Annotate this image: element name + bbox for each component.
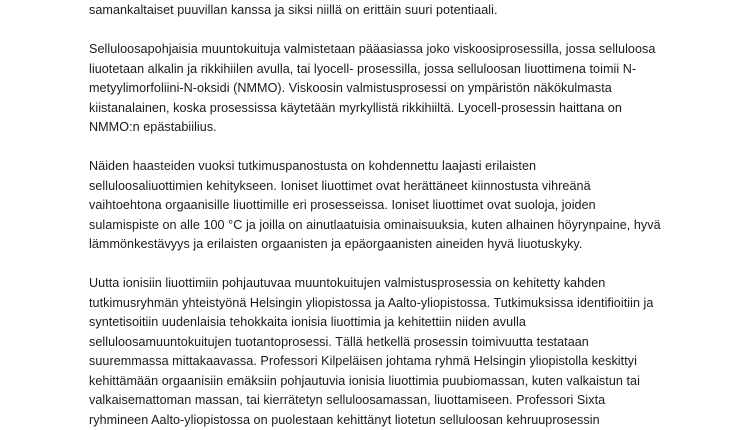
paragraph-cotton-potential — [89, 1, 729, 21]
text-line: Uutta ionisiin liuottimiin pohjautuvaa muuntokuitujen valmistusprosessia on kehitetty kahden — [89, 274, 729, 294]
text-line: metyylimorfoliini-N-oksidi (NMMO). Viskoosin valmistusprosessi on ympäristön näkökulmasta — [89, 79, 729, 99]
text-line: kehittämään orgaanisiin emäksiin pohjautuvia ionisia liuottimia puubiomassan, kuten valkaistun tai — [89, 372, 729, 392]
text-line: NMMO:n epästabiilius. — [89, 118, 729, 138]
paragraph-manufacturing-processes — [89, 40, 729, 138]
paragraph-ionic-liquids — [89, 157, 729, 255]
text-line: Näiden haasteiden vuoksi tutkimuspanostusta on kohdennettu laajasti erilaisten — [89, 157, 729, 177]
text-line: selluloosaliuottimien kehitykseen. Ioniset liuottimet ovat herättäneet kiinnostusta vihreänä — [89, 177, 729, 197]
text-line: syntetisoitiin uudenlaisia tehokkaita ionisia liuottimia ja kehitettiin niiden avulla — [89, 313, 729, 333]
paragraph-research-collaboration — [89, 274, 729, 430]
text-line: suuremmassa mittakaavassa. Professori Kilpeläisen johtama ryhmä Helsingin yliopistolla keskittyi — [89, 352, 729, 372]
text-line: Selluloosapohjaisia muuntokuituja valmistetaan pääasiassa joko viskoosiprosessilla, jossa selluloosa — [89, 40, 729, 60]
text-line: liuotetaan alkalin ja rikkihiilen avulla, tai lyocell- prosessilla, jossa selluloosan liuottimena toimii N- — [89, 60, 729, 80]
text-line: selluloosamuuntokuitujen tuotantoprosessi. Tällä hetkellä prosessin toimivuutta testataan — [89, 333, 729, 353]
text-line: lämmönkestävyys ja erilaisten orgaanisten ja epäorgaanisten aineiden hyvä liuotuskyky. — [89, 235, 729, 255]
text-line: ryhmineen Aalto-yliopistossa on puolestaan kehittänyt liotetun selluloosan kehruuprosessin — [89, 411, 729, 430]
text-line: samankaltaiset puuvillan kanssa ja siksi niillä on erittäin suuri potentiaali. — [89, 1, 729, 21]
text-line: sulamispiste on alle 100 °C ja joilla on ainutlaatuisia ominaisuuksia, kuten alhainen höyrynpaine, hyvä — [89, 216, 729, 236]
text-line: valkaisemattoman massan, tai kierrätetyn selluloosamassan, liuottamiseen. Professori Sixta — [89, 391, 729, 411]
text-line: kiistanalainen, koska prosessissa käytetään myrkyllistä rikkihiiltä. Lyocell-prosessin haittana on — [89, 99, 729, 119]
text-line: vaihtoehtona orgaanisille liuottimille eri prosesseissa. Ioniset liuottimet ovat suoloja, joiden — [89, 196, 729, 216]
text-line: tutkimusryhmän yhteistyönä Helsingin yliopistossa ja Aalto-yliopistossa. Tutkimuksissa identifioitiin ja — [89, 294, 729, 314]
